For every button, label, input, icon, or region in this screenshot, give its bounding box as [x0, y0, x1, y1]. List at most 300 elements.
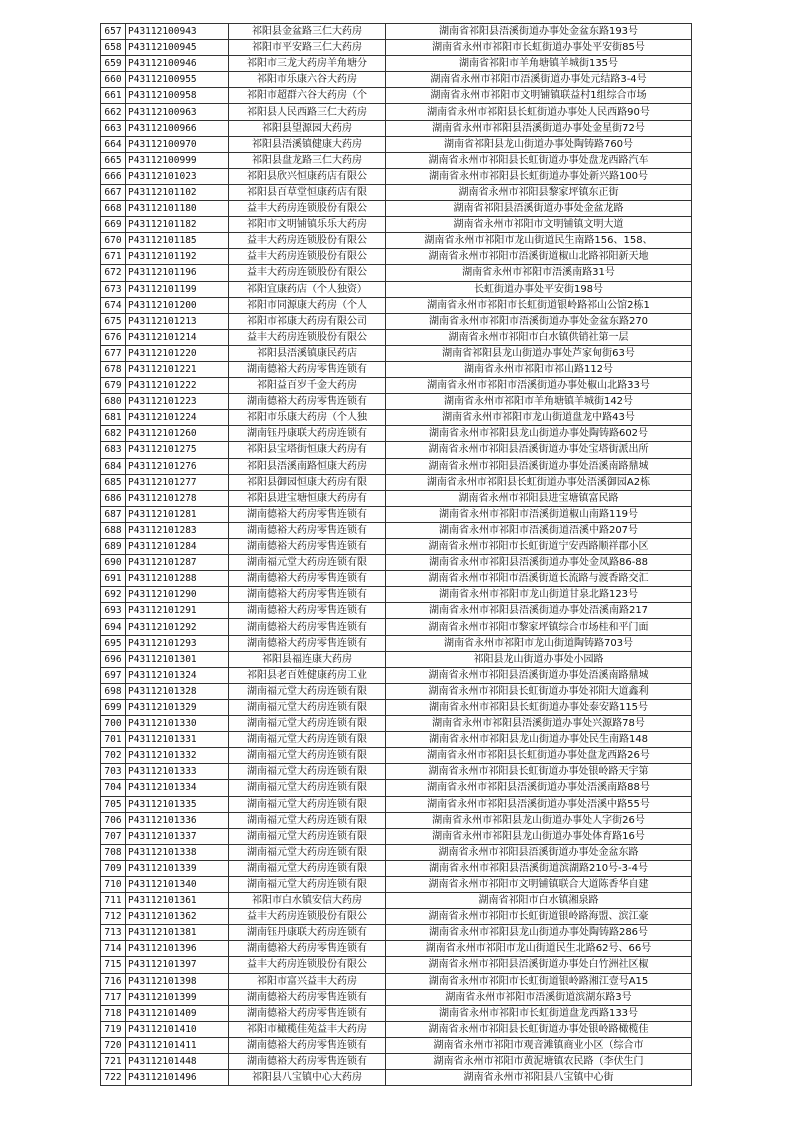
address-cell: 湖南省永州市祁阳县八宝镇中心街	[386, 1070, 692, 1086]
table-row	[101, 217, 692, 233]
table-row	[101, 812, 692, 828]
table-row	[101, 909, 692, 925]
pharmacy-name-cell: 湖南福元堂大药房连锁有限	[229, 764, 386, 780]
row-number-cell: 713	[101, 925, 126, 941]
license-code-cell: P43112101223	[126, 394, 229, 410]
table-row	[101, 410, 692, 426]
pharmacy-name-cell: 祁阳市同源康大药房（个人	[229, 297, 386, 313]
table-row	[101, 184, 692, 200]
table-row	[101, 506, 692, 522]
pharmacy-name-cell: 祁阳县宝塔街恒康大药房有	[229, 442, 386, 458]
address-cell: 湖南省永州市祁阳县浯溪街道办事处金凤路86-88	[386, 555, 692, 571]
row-number-cell: 719	[101, 1021, 126, 1037]
license-code-cell: P43112101224	[126, 410, 229, 426]
table-row	[101, 860, 692, 876]
pharmacy-name-cell: 益丰大药房连锁股份有限公	[229, 265, 386, 281]
address-cell: 湖南省永州市祁阳县浯溪街道办事处兴源路78号	[386, 716, 692, 732]
table-row	[101, 1021, 692, 1037]
row-number-cell: 681	[101, 410, 126, 426]
license-code-cell: P43112101496	[126, 1070, 229, 1086]
pharmacy-name-cell: 祁阳市平安路三仁大药房	[229, 40, 386, 56]
pharmacy-name-cell: 湖南德裕大药房零售连锁有	[229, 361, 386, 377]
pharmacy-name-cell: 祁阳县欣兴恒康药店有限公	[229, 168, 386, 184]
row-number-cell: 682	[101, 426, 126, 442]
address-cell: 湖南省永州市祁阳市龙山街道甘泉北路123号	[386, 587, 692, 603]
address-cell: 湖南省永州市祁阳市黎家坪镇综合市场桂和平门面	[386, 619, 692, 635]
license-code-cell: P43112101102	[126, 184, 229, 200]
table-row	[101, 104, 692, 120]
pharmacy-name-cell: 祁阳县百草堂恒康药店有限	[229, 184, 386, 200]
pharmacy-name-cell: 湖南德裕大药房零售连锁有	[229, 619, 386, 635]
pharmacy-registry-table	[100, 23, 692, 1086]
address-cell: 湖南省永州市祁阳市文明铺镇联合大道陈香华自建	[386, 876, 692, 892]
address-cell: 湖南省永州市祁阳市长虹街道盘龙西路133号	[386, 1005, 692, 1021]
pharmacy-name-cell: 祁阳县浯溪镇健康大药房	[229, 136, 386, 152]
pharmacy-name-cell: 祁阳县望源园大药房	[229, 120, 386, 136]
row-number-cell: 673	[101, 281, 126, 297]
table-row	[101, 1005, 692, 1021]
row-number-cell: 704	[101, 780, 126, 796]
address-cell: 湖南省永州市祁阳县长虹街道办事处浯溪御园A2栋	[386, 474, 692, 490]
pharmacy-name-cell: 湖南钰丹康联大药房连锁有	[229, 426, 386, 442]
address-cell: 湖南省永州市祁阳市长虹街道银岭路湘江壹号A15	[386, 973, 692, 989]
pharmacy-name-cell: 湖南福元堂大药房连锁有限	[229, 796, 386, 812]
pharmacy-name-cell: 祁阳益百岁千金大药房	[229, 378, 386, 394]
license-code-cell: P43112101301	[126, 651, 229, 667]
license-code-cell: P43112100970	[126, 136, 229, 152]
address-cell: 湖南省祁阳县浯溪街道办事处金盆东路193号	[386, 24, 692, 40]
row-number-cell: 701	[101, 732, 126, 748]
address-cell: 湖南省永州市祁阳县浯溪街道办事处浯溪南路217	[386, 603, 692, 619]
address-cell: 湖南省永州市祁阳市文明铺镇联益村1组综合市场	[386, 88, 692, 104]
license-code-cell: P43112101334	[126, 780, 229, 796]
table-row	[101, 88, 692, 104]
pharmacy-name-cell: 湖南福元堂大药房连锁有限	[229, 844, 386, 860]
license-code-cell: P43112100943	[126, 24, 229, 40]
row-number-cell: 687	[101, 506, 126, 522]
table-row	[101, 490, 692, 506]
license-code-cell: P43112100946	[126, 56, 229, 72]
address-cell: 湖南省永州市祁阳县浯溪街道办事处金星街72号	[386, 120, 692, 136]
license-code-cell: P43112101333	[126, 764, 229, 780]
row-number-cell: 709	[101, 860, 126, 876]
table-row	[101, 539, 692, 555]
row-number-cell: 664	[101, 136, 126, 152]
row-number-cell: 696	[101, 651, 126, 667]
address-cell: 湖南省永州市祁阳市浯溪街道办事处金盆东路270	[386, 313, 692, 329]
address-cell: 湖南省永州市祁阳县浯溪街道办事处金盆东路	[386, 844, 692, 860]
table-row	[101, 555, 692, 571]
license-code-cell: P43112101214	[126, 329, 229, 345]
row-number-cell: 667	[101, 184, 126, 200]
row-number-cell: 672	[101, 265, 126, 281]
pharmacy-name-cell: 祁阳县人民西路三仁大药房	[229, 104, 386, 120]
license-code-cell: P43112101023	[126, 168, 229, 184]
table-row	[101, 1037, 692, 1053]
address-cell: 湖南省永州市祁阳县长虹街道办事处新兴路100号	[386, 168, 692, 184]
table-row	[101, 796, 692, 812]
table-row	[101, 442, 692, 458]
table-row	[101, 329, 692, 345]
table-row	[101, 201, 692, 217]
table-row	[101, 281, 692, 297]
license-code-cell: P43112101339	[126, 860, 229, 876]
table-row	[101, 587, 692, 603]
license-code-cell: P43112101411	[126, 1037, 229, 1053]
table-row	[101, 732, 692, 748]
row-number-cell: 706	[101, 812, 126, 828]
row-number-cell: 680	[101, 394, 126, 410]
address-cell: 湖南省永州市祁阳市浯溪街道办事处椒山北路33号	[386, 378, 692, 394]
license-code-cell: P43112101291	[126, 603, 229, 619]
license-code-cell: P43112101335	[126, 796, 229, 812]
address-cell: 湖南省祁阳市白水镇湘泉路	[386, 893, 692, 909]
license-code-cell: P43112101361	[126, 893, 229, 909]
address-cell: 祁阳县龙山街道办事处小园路	[386, 651, 692, 667]
address-cell: 湖南省永州市祁阳县黎家坪镇东正街	[386, 184, 692, 200]
table-body	[101, 24, 692, 1086]
table-row	[101, 828, 692, 844]
table-row	[101, 474, 692, 490]
address-cell: 湖南省永州市祁阳县浯溪街道办事处白竹洲社区椒	[386, 957, 692, 973]
address-cell: 湖南省永州市祁阳市龙山街道盘龙中路43号	[386, 410, 692, 426]
row-number-cell: 657	[101, 24, 126, 40]
address-cell: 湖南省永州市祁阳县浯溪街道办事处浯溪南路鼎城	[386, 458, 692, 474]
address-cell: 湖南省永州市祁阳市浯溪街道滨湖东路3号	[386, 989, 692, 1005]
pharmacy-name-cell: 祁阳市超群六谷大药房（个	[229, 88, 386, 104]
row-number-cell: 659	[101, 56, 126, 72]
address-cell: 湖南省永州市祁阳县浯溪街道办事处浯溪南路88号	[386, 780, 692, 796]
pharmacy-name-cell: 祁阳市三龙大药房羊角塘分	[229, 56, 386, 72]
license-code-cell: P43112101399	[126, 989, 229, 1005]
table-row	[101, 522, 692, 538]
pharmacy-name-cell: 湖南德裕大药房零售连锁有	[229, 1005, 386, 1021]
address-cell: 长虹街道办事处平安街198号	[386, 281, 692, 297]
pharmacy-name-cell: 湖南德裕大药房零售连锁有	[229, 1054, 386, 1070]
license-code-cell: P43112101180	[126, 201, 229, 217]
address-cell: 湖南省永州市祁阳市长虹街道银岭路祁山公馆2栋1	[386, 297, 692, 313]
pharmacy-name-cell: 湖南德裕大药房零售连锁有	[229, 635, 386, 651]
license-code-cell: P43112101290	[126, 587, 229, 603]
pharmacy-name-cell: 湖南德裕大药房零售连锁有	[229, 394, 386, 410]
table-row	[101, 764, 692, 780]
address-cell: 湖南省永州市祁阳市观音滩镇商业小区（综合市	[386, 1037, 692, 1053]
pharmacy-name-cell: 祁阳市白水镇安信大药房	[229, 893, 386, 909]
license-code-cell: P43112101199	[126, 281, 229, 297]
license-code-cell: P43112100963	[126, 104, 229, 120]
pharmacy-name-cell: 湖南德裕大药房零售连锁有	[229, 603, 386, 619]
pharmacy-name-cell: 湖南福元堂大药房连锁有限	[229, 555, 386, 571]
row-number-cell: 666	[101, 168, 126, 184]
table-row	[101, 394, 692, 410]
license-code-cell: P43112101381	[126, 925, 229, 941]
row-number-cell: 693	[101, 603, 126, 619]
row-number-cell: 694	[101, 619, 126, 635]
address-cell: 湖南省永州市祁阳市长虹街道宁安西路顺祥郡小区	[386, 539, 692, 555]
license-code-cell: P43112101340	[126, 876, 229, 892]
table-row	[101, 844, 692, 860]
license-code-cell: P43112101331	[126, 732, 229, 748]
table-row	[101, 361, 692, 377]
pharmacy-name-cell: 祁阳市富兴益丰大药房	[229, 973, 386, 989]
table-row	[101, 603, 692, 619]
address-cell: 湖南省永州市祁阳市浯溪街道椒山北路祁阳新天地	[386, 249, 692, 265]
pharmacy-name-cell: 益丰大药房连锁股份有限公	[229, 957, 386, 973]
license-code-cell: P43112101338	[126, 844, 229, 860]
row-number-cell: 677	[101, 345, 126, 361]
row-number-cell: 662	[101, 104, 126, 120]
row-number-cell: 678	[101, 361, 126, 377]
table-row	[101, 72, 692, 88]
row-number-cell: 700	[101, 716, 126, 732]
license-code-cell: P43112101332	[126, 748, 229, 764]
pharmacy-name-cell: 益丰大药房连锁股份有限公	[229, 201, 386, 217]
pharmacy-name-cell: 祁阳县金盆路三仁大药房	[229, 24, 386, 40]
pharmacy-name-cell: 湖南福元堂大药房连锁有限	[229, 699, 386, 715]
row-number-cell: 658	[101, 40, 126, 56]
address-cell: 湖南省永州市祁阳市龙山街道民生南路156、158、	[386, 233, 692, 249]
table-row	[101, 716, 692, 732]
pharmacy-name-cell: 湖南德裕大药房零售连锁有	[229, 1037, 386, 1053]
address-cell: 湖南省永州市祁阳县龙山街道办事处陶铸路286号	[386, 925, 692, 941]
table-row	[101, 876, 692, 892]
table-row	[101, 120, 692, 136]
table-row	[101, 780, 692, 796]
pharmacy-name-cell: 祁阳县浯溪镇康民药店	[229, 345, 386, 361]
pharmacy-name-cell: 祁阳市祁康大药房有限公司	[229, 313, 386, 329]
address-cell: 湖南省永州市祁阳市长虹街道办事处平安街85号	[386, 40, 692, 56]
row-number-cell: 663	[101, 120, 126, 136]
address-cell: 湖南省永州市祁阳市浯溪南路31号	[386, 265, 692, 281]
row-number-cell: 668	[101, 201, 126, 217]
table-row	[101, 297, 692, 313]
table-row	[101, 619, 692, 635]
address-cell: 湖南省永州市祁阳县龙山街道办事处陶铸路602号	[386, 426, 692, 442]
pharmacy-name-cell: 益丰大药房连锁股份有限公	[229, 249, 386, 265]
row-number-cell: 669	[101, 217, 126, 233]
row-number-cell: 685	[101, 474, 126, 490]
row-number-cell: 716	[101, 973, 126, 989]
pharmacy-name-cell: 湖南福元堂大药房连锁有限	[229, 748, 386, 764]
address-cell: 湖南省永州市祁阳县浯溪街道办事处浯溪中路55号	[386, 796, 692, 812]
table-row	[101, 458, 692, 474]
pharmacy-name-cell: 益丰大药房连锁股份有限公	[229, 233, 386, 249]
license-code-cell: P43112100945	[126, 40, 229, 56]
row-number-cell: 722	[101, 1070, 126, 1086]
row-number-cell: 665	[101, 152, 126, 168]
table-row	[101, 893, 692, 909]
address-cell: 湖南省永州市祁阳市祁山路112号	[386, 361, 692, 377]
table-row	[101, 973, 692, 989]
row-number-cell: 689	[101, 539, 126, 555]
row-number-cell: 697	[101, 667, 126, 683]
license-code-cell: P43112101337	[126, 828, 229, 844]
license-code-cell: P43112101288	[126, 571, 229, 587]
address-cell: 湖南省永州市祁阳市白水镇供销社第一层	[386, 329, 692, 345]
row-number-cell: 695	[101, 635, 126, 651]
license-code-cell: P43112101182	[126, 217, 229, 233]
address-cell: 湖南省祁阳县龙山街道办事处芦家甸街63号	[386, 345, 692, 361]
pharmacy-name-cell: 祁阳县盘龙路三仁大药房	[229, 152, 386, 168]
table-row	[101, 56, 692, 72]
row-number-cell: 671	[101, 249, 126, 265]
table-row	[101, 957, 692, 973]
address-cell: 湖南省永州市祁阳县长虹街道办事处盘龙西路汽车	[386, 152, 692, 168]
row-number-cell: 683	[101, 442, 126, 458]
pharmacy-name-cell: 湖南德裕大药房零售连锁有	[229, 506, 386, 522]
address-cell: 湖南省永州市祁阳市龙山街道民生北路62号、66号	[386, 941, 692, 957]
pharmacy-name-cell: 湖南福元堂大药房连锁有限	[229, 683, 386, 699]
license-code-cell: P43112101220	[126, 345, 229, 361]
address-cell: 湖南省永州市祁阳县龙山街道办事处体育路16号	[386, 828, 692, 844]
pharmacy-name-cell: 湖南福元堂大药房连锁有限	[229, 812, 386, 828]
table-row	[101, 313, 692, 329]
address-cell: 湖南省永州市祁阳县长虹街道办事处银岭路天宇第	[386, 764, 692, 780]
address-cell: 湖南省永州市祁阳市长虹街道银岭路海盟、滨江豪	[386, 909, 692, 925]
license-code-cell: P43112101213	[126, 313, 229, 329]
address-cell: 湖南省永州市祁阳市龙山街道陶铸路703号	[386, 635, 692, 651]
license-code-cell: P43112100958	[126, 88, 229, 104]
table-row	[101, 24, 692, 40]
row-number-cell: 660	[101, 72, 126, 88]
license-code-cell: P43112101448	[126, 1054, 229, 1070]
address-cell: 湖南省永州市祁阳县长虹街道办事处祁阳大道鑫利	[386, 683, 692, 699]
row-number-cell: 702	[101, 748, 126, 764]
address-cell: 湖南省永州市祁阳县浯溪街道办事处宝塔街派出所	[386, 442, 692, 458]
license-code-cell: P43112101185	[126, 233, 229, 249]
row-number-cell: 686	[101, 490, 126, 506]
pharmacy-name-cell: 湖南德裕大药房零售连锁有	[229, 571, 386, 587]
license-code-cell: P43112101283	[126, 522, 229, 538]
pharmacy-name-cell: 湖南福元堂大药房连锁有限	[229, 828, 386, 844]
address-cell: 湖南省永州市祁阳县长虹街道办事处银岭路橄榄佳	[386, 1021, 692, 1037]
license-code-cell: P43112101330	[126, 716, 229, 732]
address-cell: 湖南省永州市祁阳市浯溪街道浯溪中路207号	[386, 522, 692, 538]
pharmacy-name-cell: 祁阳市文明铺镇乐乐大药房	[229, 217, 386, 233]
address-cell: 湖南省永州市祁阳市羊角塘镇羊城街142号	[386, 394, 692, 410]
row-number-cell: 715	[101, 957, 126, 973]
address-cell: 湖南省永州市祁阳县龙山街道办事处民生南路148	[386, 732, 692, 748]
pharmacy-name-cell: 湖南钰丹康联大药房连锁有	[229, 925, 386, 941]
row-number-cell: 721	[101, 1054, 126, 1070]
row-number-cell: 708	[101, 844, 126, 860]
pharmacy-name-cell: 湖南福元堂大药房连锁有限	[229, 860, 386, 876]
table-row	[101, 571, 692, 587]
row-number-cell: 710	[101, 876, 126, 892]
pharmacy-name-cell: 湖南福元堂大药房连锁有限	[229, 732, 386, 748]
pharmacy-name-cell: 湖南德裕大药房零售连锁有	[229, 539, 386, 555]
license-code-cell: P43112101222	[126, 378, 229, 394]
table-row	[101, 989, 692, 1005]
license-code-cell: P43112101324	[126, 667, 229, 683]
table-row	[101, 249, 692, 265]
license-code-cell: P43112101278	[126, 490, 229, 506]
license-code-cell: P43112101409	[126, 1005, 229, 1021]
address-cell: 湖南省永州市祁阳县长虹街道办事处人民西路90号	[386, 104, 692, 120]
table-row	[101, 651, 692, 667]
license-code-cell: P43112100955	[126, 72, 229, 88]
row-number-cell: 691	[101, 571, 126, 587]
table-row	[101, 168, 692, 184]
address-cell: 湖南省永州市祁阳县进宝塘镇富民路	[386, 490, 692, 506]
address-cell: 湖南省祁阳县龙山街道办事处陶铸路760号	[386, 136, 692, 152]
address-cell: 湖南省永州市祁阳县长虹街道办事处泰安路115号	[386, 699, 692, 715]
address-cell: 湖南省永州市祁阳县长虹街道办事处盘龙西路26号	[386, 748, 692, 764]
row-number-cell: 675	[101, 313, 126, 329]
pharmacy-name-cell: 祁阳市乐康六谷大药房	[229, 72, 386, 88]
row-number-cell: 679	[101, 378, 126, 394]
pharmacy-name-cell: 湖南福元堂大药房连锁有限	[229, 780, 386, 796]
row-number-cell: 674	[101, 297, 126, 313]
license-code-cell: P43112101362	[126, 909, 229, 925]
row-number-cell: 684	[101, 458, 126, 474]
table-row	[101, 1054, 692, 1070]
pharmacy-name-cell: 湖南福元堂大药房连锁有限	[229, 716, 386, 732]
license-code-cell: P43112101200	[126, 297, 229, 313]
row-number-cell: 711	[101, 893, 126, 909]
table-row	[101, 925, 692, 941]
table-row	[101, 345, 692, 361]
pharmacy-name-cell: 祁阳市橄榄佳苑益丰大药房	[229, 1021, 386, 1037]
row-number-cell: 714	[101, 941, 126, 957]
license-code-cell: P43112101397	[126, 957, 229, 973]
row-number-cell: 698	[101, 683, 126, 699]
license-code-cell: P43112101221	[126, 361, 229, 377]
pharmacy-name-cell: 祁阳县福连康大药房	[229, 651, 386, 667]
license-code-cell: P43112101398	[126, 973, 229, 989]
pharmacy-name-cell: 湖南德裕大药房零售连锁有	[229, 522, 386, 538]
pharmacy-name-cell: 湖南德裕大药房零售连锁有	[229, 989, 386, 1005]
license-code-cell: P43112101293	[126, 635, 229, 651]
table-row	[101, 426, 692, 442]
license-code-cell: P43112101192	[126, 249, 229, 265]
row-number-cell: 690	[101, 555, 126, 571]
address-cell: 湖南省永州市祁阳市浯溪街道长流路与渡香路交汇	[386, 571, 692, 587]
license-code-cell: P43112101329	[126, 699, 229, 715]
address-cell: 湖南省永州市祁阳市文明铺镇文明大道	[386, 217, 692, 233]
pharmacy-name-cell: 祁阳宜康药店（个人独资）	[229, 281, 386, 297]
license-code-cell: P43112101196	[126, 265, 229, 281]
row-number-cell: 688	[101, 522, 126, 538]
row-number-cell: 676	[101, 329, 126, 345]
row-number-cell: 699	[101, 699, 126, 715]
license-code-cell: P43112101336	[126, 812, 229, 828]
pharmacy-name-cell: 祁阳县浯溪南路恒康大药房	[229, 458, 386, 474]
row-number-cell: 718	[101, 1005, 126, 1021]
row-number-cell: 720	[101, 1037, 126, 1053]
address-cell: 湖南省祁阳县浯溪街道办事处金盆龙路	[386, 201, 692, 217]
pharmacy-name-cell: 湖南德裕大药房零售连锁有	[229, 587, 386, 603]
pharmacy-name-cell: 益丰大药房连锁股份有限公	[229, 909, 386, 925]
table-row	[101, 748, 692, 764]
address-cell: 湖南省祁阳市羊角塘镇羊城街135号	[386, 56, 692, 72]
license-code-cell: P43112101287	[126, 555, 229, 571]
row-number-cell: 670	[101, 233, 126, 249]
table-row	[101, 378, 692, 394]
license-code-cell: P43112100966	[126, 120, 229, 136]
address-cell: 湖南省永州市祁阳县浯溪街道滨湖路210号-3-4号	[386, 860, 692, 876]
license-code-cell: P43112100999	[126, 152, 229, 168]
row-number-cell: 712	[101, 909, 126, 925]
address-cell: 湖南省永州市祁阳县龙山街道办事处人字街26号	[386, 812, 692, 828]
table-row	[101, 1070, 692, 1086]
table-row	[101, 683, 692, 699]
pharmacy-name-cell: 湖南德裕大药房零售连锁有	[229, 941, 386, 957]
license-code-cell: P43112101260	[126, 426, 229, 442]
pharmacy-name-cell: 祁阳县御园恒康大药房有限	[229, 474, 386, 490]
table-row	[101, 941, 692, 957]
license-code-cell: P43112101277	[126, 474, 229, 490]
